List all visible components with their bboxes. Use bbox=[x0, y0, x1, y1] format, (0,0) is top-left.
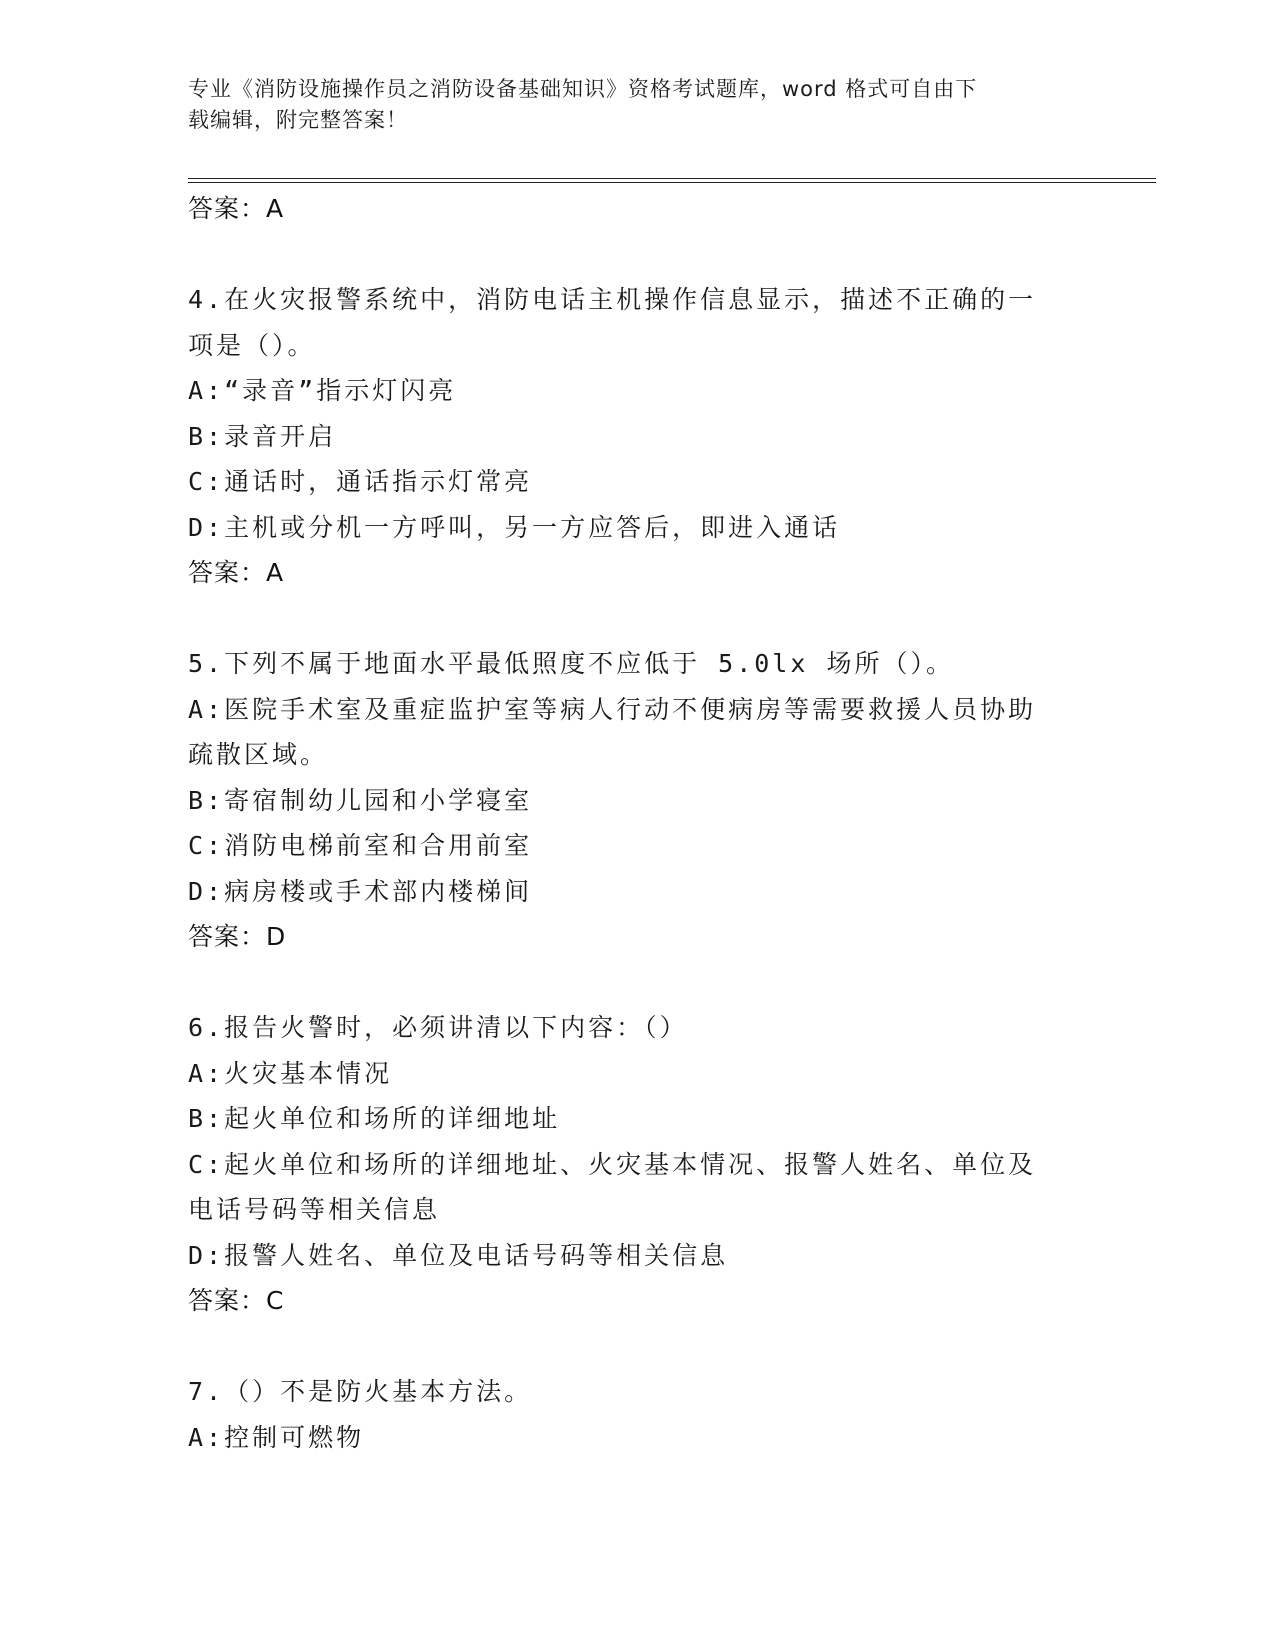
spacer bbox=[188, 960, 1088, 1006]
question-5-answer: 答案：D bbox=[188, 922, 287, 951]
question-6-option-c-line-2: 电话号码等相关信息 bbox=[188, 1195, 441, 1224]
previous-answer: 答案：A bbox=[188, 194, 285, 223]
document-header bbox=[188, 74, 1068, 136]
question-6-option-a: A:火灾基本情况 bbox=[188, 1058, 393, 1088]
header-line-2: 载编辑，附完整答案！ bbox=[188, 108, 408, 132]
question-4-option-c: C:通话时，通话指示灯常亮 bbox=[188, 467, 533, 496]
spacer bbox=[188, 596, 1088, 642]
header-divider-top bbox=[188, 178, 1156, 179]
question-4-option-d: D:主机或分机一方呼叫，另一方应答后，即进入通话 bbox=[188, 512, 841, 542]
question-6-answer: 答案：C bbox=[188, 1286, 285, 1315]
question-5-option-b: B:寄宿制幼儿园和小学寝室 bbox=[188, 785, 533, 815]
spacer bbox=[188, 232, 1088, 278]
question-5 bbox=[188, 641, 1088, 960]
question-6 bbox=[188, 1005, 1088, 1324]
spacer bbox=[188, 1324, 1088, 1370]
question-7-stem-line-1: 7.（）不是防火基本方法。 bbox=[188, 1377, 533, 1406]
question-6-option-d: D:报警人姓名、单位及电话号码等相关信息 bbox=[188, 1240, 729, 1270]
question-4-stem-line-1: 4.在火灾报警系统中，消防电话主机操作信息显示，描述不正确的一 bbox=[188, 285, 1037, 314]
question-5-option-a-line-2: 疏散区域。 bbox=[188, 740, 329, 769]
question-list bbox=[188, 186, 1088, 1460]
question-5-stem-line-1: 5.下列不属于地面水平最低照度不应低于 5.0lx 场所（）。 bbox=[188, 649, 954, 678]
question-6-option-b: B:起火单位和场所的详细地址 bbox=[188, 1104, 561, 1133]
question-4-stem-line-2: 项是（）。 bbox=[188, 330, 316, 360]
header-line-1: 专业《消防设施操作员之消防设备基础知识》资格考试题库，word 格式可自由下 bbox=[188, 77, 978, 101]
question-5-option-a-line-1: A:医院手术室及重症监护室等病人行动不便病房等需要救援人员协助 bbox=[188, 694, 1037, 724]
question-7-option-a: A:控制可燃物 bbox=[188, 1422, 365, 1452]
question-5-option-c: C:消防电梯前室和合用前室 bbox=[188, 831, 533, 860]
question-4-option-b: B:录音开启 bbox=[188, 421, 337, 451]
question-6-stem-line-1: 6.报告火警时，必须讲清以下内容：（） bbox=[188, 1013, 688, 1042]
question-4-answer: 答案：A bbox=[188, 558, 285, 587]
question-6-option-c-line-1: C:起火单位和场所的详细地址、火灾基本情况、报警人姓名、单位及 bbox=[188, 1149, 1037, 1179]
question-5-option-d: D:病房楼或手术部内楼梯间 bbox=[188, 876, 533, 906]
question-7 bbox=[188, 1369, 1088, 1460]
question-4 bbox=[188, 277, 1088, 596]
question-4-option-a: A:“录音”指示灯闪亮 bbox=[188, 376, 457, 405]
header-divider-bottom bbox=[188, 182, 1156, 183]
